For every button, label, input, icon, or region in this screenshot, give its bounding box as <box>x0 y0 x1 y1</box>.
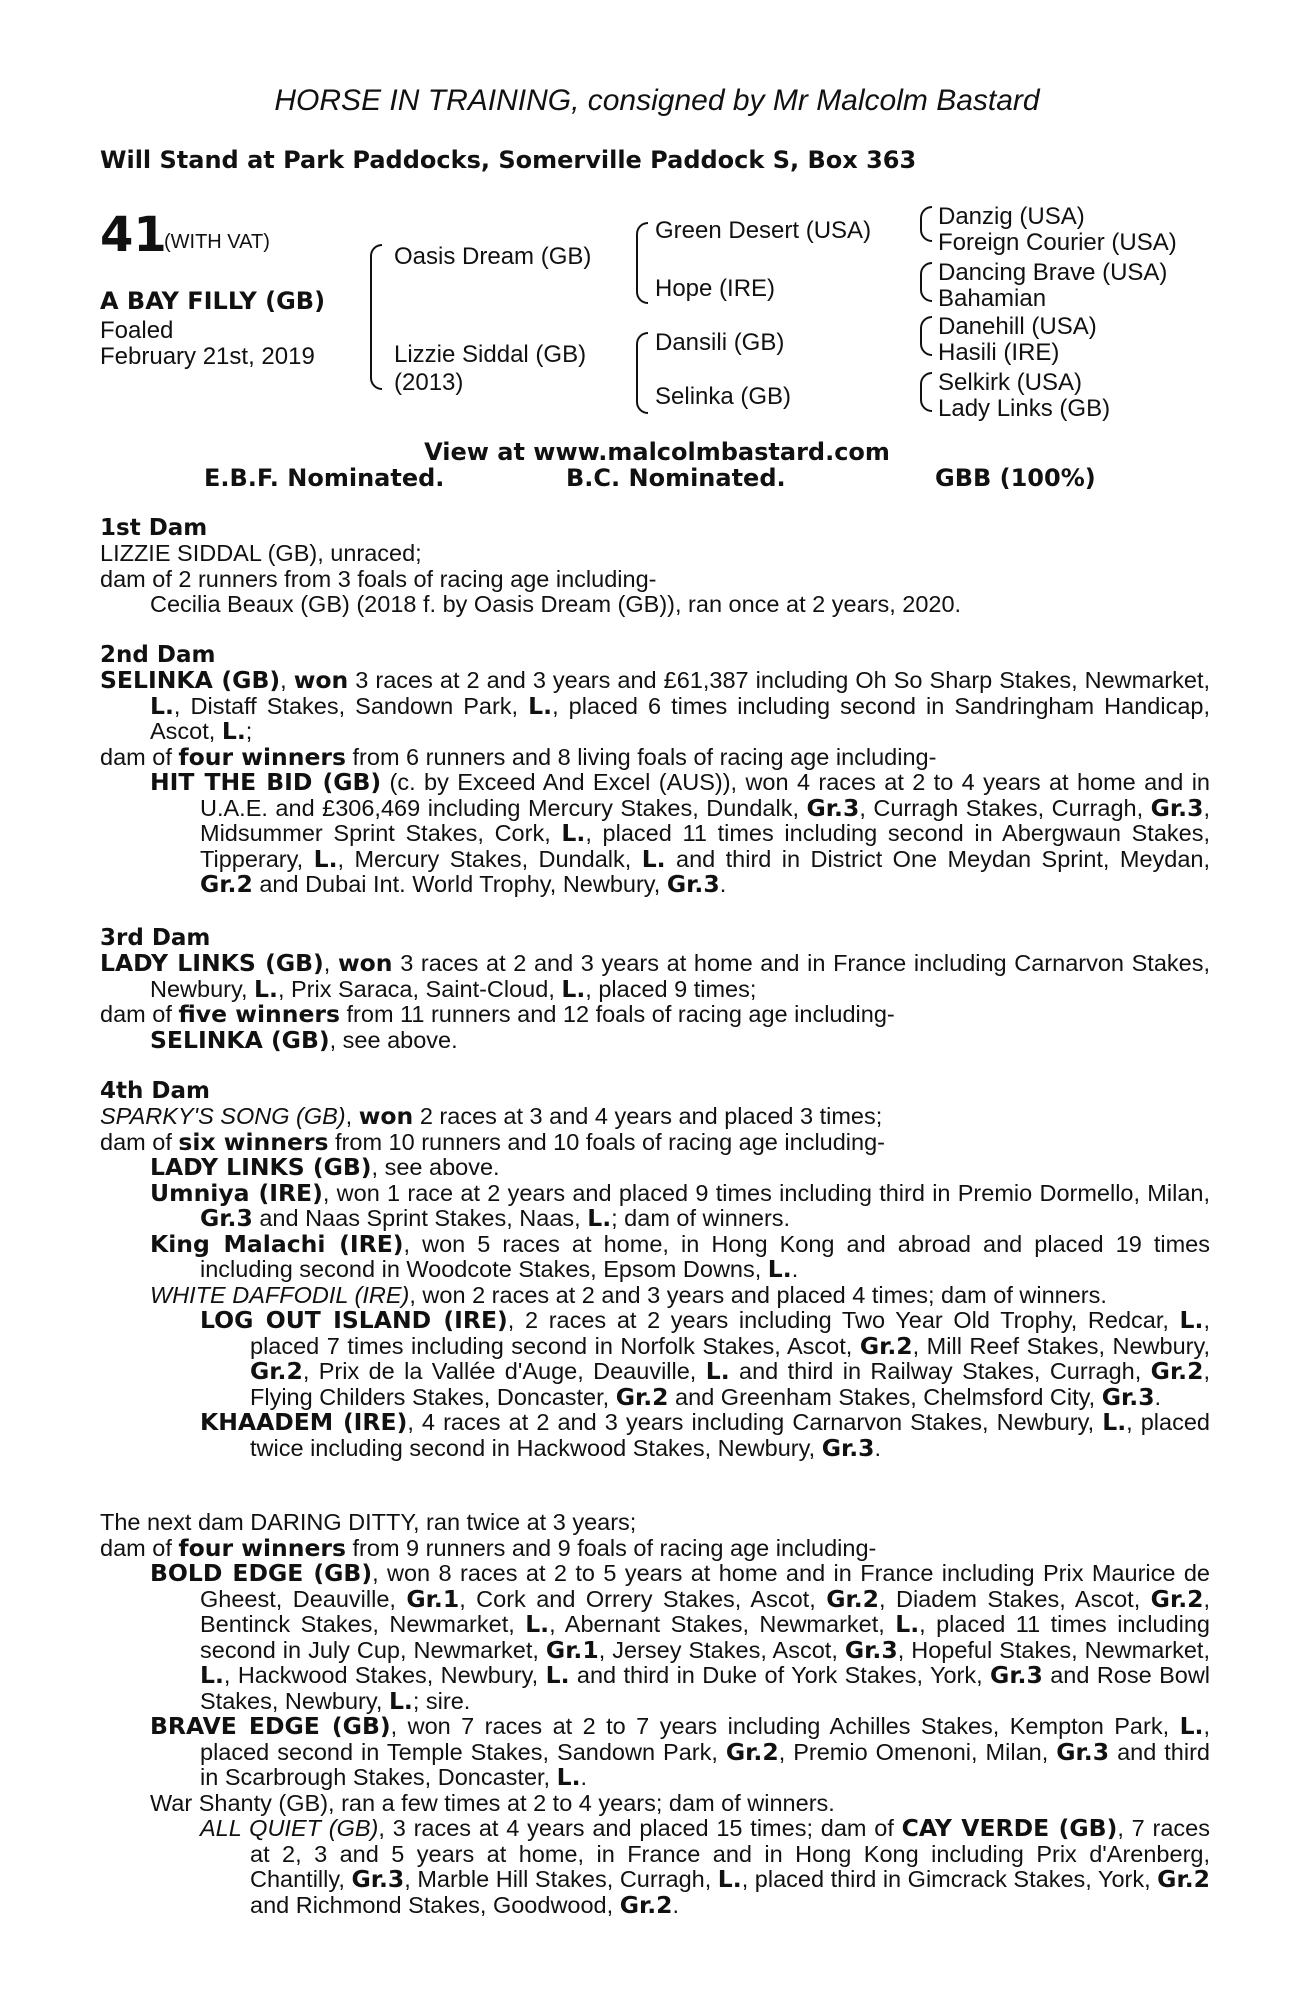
progeny-entry: Cecilia Beaux (GB) (2018 f. by Oasis Dream (GB)), ran once at 2 years, 2020. <box>150 591 962 617</box>
next-dam-record: The next dam DARING DITTY, ran twice at 3 years; <box>100 1509 637 1535</box>
grand-progeny-entry: LOG OUT ISLAND (IRE), 2 races at 2 years including Two Year Old Trophy, Redcar, L., placed 7 times including second in Norfolk Stakes, Ascot, Gr.2, Mill Reef Stakes, Newbury, Gr.2, Prix de la Vallée d'Auge, Deauville, L. and third in Railway Stakes, Curragh, Gr.2, Flying Childers Stakes, Doncaster, Gr.2 and Greenham Stakes, Chelmsford City, Gr.3. <box>200 1306 1211 1411</box>
foaled-date: February 21st, 2019 <box>100 343 315 370</box>
third-dam-produce: dam of five winners from 11 runners and 12 foals of racing age including- <box>100 1000 895 1028</box>
catalogue-title: HORSE IN TRAINING, consigned by Mr Malcolm Bastard <box>274 84 1040 117</box>
lot-number: 41 <box>100 207 167 263</box>
pedigree-sire: Oasis Dream (GB) <box>394 243 592 270</box>
pedigree-bracket <box>920 262 932 302</box>
second-dam-heading: 2nd Dam <box>100 642 216 668</box>
bc-nominated: B.C. Nominated. <box>566 464 786 492</box>
progeny-entry: HIT THE BID (GB) (c. by Exceed And Excel (AUS)), won 4 races at 2 to 4 years at home and in U.A.E. and £306,469 including Mercury Stakes, Dundalk, Gr.3, Curragh Stakes, Curragh, Gr.3, Midsummer Sprint Stakes, Cork, L., placed 11 times including second in Abergwaun Stakes, Tipperary, L., Mercury Stakes, Dundalk, L. and third in District One Meydan Sprint, Meydan, Gr.2 and Dubai Int. World Trophy, Newbury, Gr.3. <box>150 768 1210 898</box>
pedigree-g3: Dancing Brave (USA) <box>938 259 1168 286</box>
second-dam-record: SELINKA (GB), won 3 races at 2 and 3 years and £61,387 including Oh So Sharp Stakes, Newmarket, L., Distaff Stakes, Sandown Park, L., placed 6 times including second in Sandringham Handicap, Ascot, L.; <box>100 666 1211 745</box>
pedigree-g4: Bahamian <box>938 285 1047 312</box>
pedigree-g8: Lady Links (GB) <box>938 395 1111 422</box>
pedigree-g5: Danehill (USA) <box>938 313 1097 340</box>
fourth-dam-heading: 4th Dam <box>100 1078 210 1104</box>
pedigree-bracket <box>636 222 648 304</box>
pedigree-dam-year: (2013) <box>394 369 464 396</box>
view-website: View at www.malcolmbastard.com <box>424 438 890 466</box>
progeny-entry: War Shanty (GB), ran a few times at 2 to 4 years; dam of winners. <box>150 1789 835 1816</box>
first-dam-line: LIZZIE SIDDAL (GB), unraced; <box>100 540 422 566</box>
fourth-dam-section <box>100 1104 1210 1461</box>
progeny-entry: SELINKA (GB), see above. <box>150 1025 458 1054</box>
second-dam-produce: dam of four winners from 6 runners and 8 living foals of racing age including- <box>100 742 937 771</box>
first-dam-heading: 1st Dam <box>100 515 208 541</box>
horse-name: A BAY FILLY (GB) <box>100 287 326 315</box>
progeny-entry: Umniya (IRE), won 1 race at 2 years and placed 9 times including third in Premio Dormello, Milan, Gr.3 and Naas Sprint Stakes, Naas, L.; dam of winners. <box>150 1178 1210 1232</box>
third-dam-section <box>100 951 1210 1053</box>
progeny-entry: WHITE DAFFODIL (IRE), won 2 races at 2 and 3 years and placed 4 times; dam of winners. <box>150 1281 1107 1308</box>
first-dam-produce: dam of 2 runners from 3 foals of racing age including- <box>100 565 657 592</box>
pedigree-dam-sire: Dansili (GB) <box>655 329 785 356</box>
third-dam-record: LADY LINKS (GB), won 3 races at 2 and 3 years at home and in France including Carnarvon Stakes, Newbury, L., Prix Saraca, Saint-Cloud, L., placed 9 times; <box>100 949 1210 1003</box>
pedigree-g2: Foreign Courier (USA) <box>938 229 1177 256</box>
pedigree-dam: Lizzie Siddal (GB) <box>394 341 587 368</box>
foaled-label: Foaled <box>100 317 174 344</box>
progeny-entry: BOLD EDGE (GB), won 8 races at 2 to 5 years at home and in France including Prix Maurice de Gheest, Deauville, Gr.1, Cork and Orrery Stakes, Ascot, Gr.2, Diadem Stakes, Ascot, Gr.2, Bentinck Stakes, Newmarket, L., Abernant Stakes, Newmarket, L., placed 11 times including second in July Cup, Newmarket, Gr.1, Jersey Stakes, Ascot, Gr.3, Hopeful Stakes, Newmarket, L., Hackwood Stakes, Newbury, L. and third in Duke of York Stakes, York, Gr.3 and Rose Bowl Stakes, Newbury, L.; sire. <box>150 1559 1211 1715</box>
vat-note: (WITH VAT) <box>164 231 270 253</box>
grand-progeny-entry: KHAADEM (IRE), 4 races at 2 and 3 years including Carnarvon Stakes, Newbury, L., placed twice including second in Hackwood Stakes, Newbury, Gr.3. <box>200 1408 1210 1462</box>
progeny-entry: BRAVE EDGE (GB), won 7 races at 2 to 7 years including Achilles Stakes, Kempton Park, L., placed second in Temple Stakes, Sandown Park, Gr.2, Premio Omenoni, Milan, Gr.3 and third in Scarbrough Stakes, Doncaster, L.. <box>150 1712 1210 1791</box>
pedigree-g6: Hasili (IRE) <box>938 339 1060 366</box>
stand-location: Will Stand at Park Paddocks, Somerville Paddock S, Box 363 <box>100 146 917 174</box>
fourth-dam-produce: dam of six winners from 10 runners and 10 foals of racing age including- <box>100 1127 885 1156</box>
progeny-entry: LADY LINKS (GB), see above. <box>150 1153 500 1181</box>
pedigree-g7: Selkirk (USA) <box>938 369 1083 396</box>
pedigree-bracket <box>920 372 932 412</box>
ebf-nominated: E.B.F. Nominated. <box>204 464 445 492</box>
pedigree-dam-dam: Selinka (GB) <box>655 383 792 410</box>
pedigree-g1: Danzig (USA) <box>938 203 1085 230</box>
pedigree-bracket <box>920 206 932 242</box>
grand-progeny-entry: ALL QUIET (GB), 3 races at 4 years and placed 15 times; dam of CAY VERDE (GB), 7 races at 2, 3 and 5 years at home, in France and in Hong Kong including Prix d'Arenberg, Chantilly, Gr.3, Marble Hill Stakes, Curragh, L., placed third in Gimcrack Stakes, York, Gr.2 and Richmond Stakes, Goodwood, Gr.2. <box>200 1814 1210 1919</box>
pedigree-bracket <box>920 316 932 356</box>
pedigree-bracket <box>636 332 648 414</box>
first-dam-section <box>100 541 1210 618</box>
pedigree-sire-dam: Hope (IRE) <box>655 275 776 302</box>
next-dam-produce: dam of four winners from 9 runners and 9 foals of racing age including- <box>100 1533 877 1562</box>
third-dam-heading: 3rd Dam <box>100 925 211 951</box>
fourth-dam-record: SPARKY'S SONG (GB), won 2 races at 3 and 4 years and placed 3 times; <box>100 1102 883 1130</box>
progeny-entry: King Malachi (IRE), won 5 races at home, in Hong Kong and abroad and placed 19 times including second in Woodcote Stakes, Epsom Downs, L.. <box>150 1229 1210 1283</box>
next-dam-section <box>100 1510 1210 1918</box>
second-dam-section <box>100 668 1210 898</box>
pedigree-bracket <box>370 244 382 390</box>
gbb-status: GBB (100%) <box>935 464 1096 492</box>
pedigree-sire-sire: Green Desert (USA) <box>655 217 872 244</box>
